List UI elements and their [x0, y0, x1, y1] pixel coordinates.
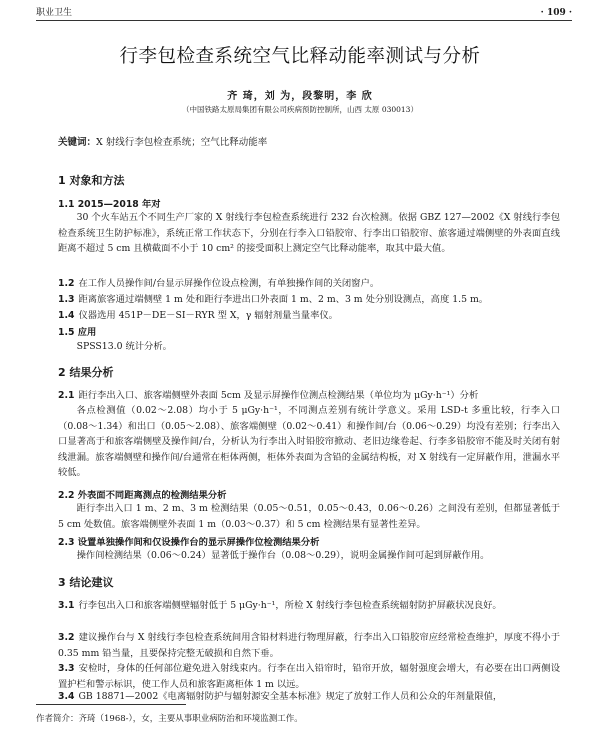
section-3-2 — [58, 630, 560, 661]
journal-name: 职业卫生 — [36, 8, 73, 18]
section-1-2-text: 在工作人员操作间/台显示屏操作位设点检测，有单独操作间的关闭窗户。 — [78, 278, 380, 289]
section-3-4-number: 3.4 — [58, 691, 75, 702]
section-1-1-text: 30 个火车站五个不同生产厂家的 X 射线行李包检查系统进行 232 台次检测。依据 GBZ 127—2002《X 射线行李包检查系统卫生防护标准》，系统正常工作状态下，分别在行李入口铅胶帘、行李出口铅胶帘、旅客通过端侧壁的外表面直线距离不超过 5 cm 且横截面不小于 10 cm² 的接受面积上测定空气比释动能率，取其中最大值。 — [58, 212, 560, 254]
running-header — [36, 6, 572, 21]
section-2-2-text: 距行李出入口 1 m、2 m、3 m 检测结果（0.05～0.51，0.05～0.43，0.06～0.26）之间没有差别，但都显著低于 5 cm 处数值。旅客端侧壁外表面 1 m（0.03～0.37）和 5 cm 检测结果有显著性差异。 — [58, 503, 560, 530]
section-1-3-number: 1.3 — [58, 294, 75, 305]
section-1-2 — [58, 276, 560, 291]
section-3-2-number: 3.2 — [58, 632, 75, 643]
section-3-4-text: GB 18871—2002《电离辐射防护与辐射源安全基本标准》规定了放射工作人员和公众的年剂量限值， — [78, 691, 503, 702]
section-3-4 — [58, 689, 560, 704]
page-number: · 109 · — [540, 8, 572, 18]
section-2-heading: 2 结果分析 — [58, 366, 114, 379]
section-1-4 — [58, 308, 560, 323]
section-2-1-number: 2.1 — [58, 390, 75, 401]
section-2-3-heading: 2.3 设置单独操作间和仅设操作台的显示屏操作位检测结果分析 — [58, 537, 320, 548]
footnote-divider — [36, 704, 186, 705]
keywords-text: X 射线行李包检查系统；空气比释动能率 — [96, 137, 268, 148]
section-2-1-text: 各点检测值（0.02～2.08）均小于 5 μGy·h⁻¹，不同测点差别有统计学意义。采用 LSD-t 多重比较，行李入口（0.08～1.34）和出口（0.05～2.08）、旅客端侧壁（0.02～0.41）和操作间/台（0.06～0.29）均没有差别；行李出入口显著高于和旅客端侧壁及操作间/台，分析认为行李出入时铅胶帘掀动、老旧边缘卷起、行李多铅胶帘不能及时关闭有射线泄漏。旅客端侧壁和操作间/台通常在柜体两侧，柜体外表面为含铅的金属结构板，对 X 射线有一定屏蔽作用，泄漏水平较低。 — [58, 405, 560, 478]
section-3-heading: 3 结论建议 — [58, 576, 114, 589]
section-3-3-text: 安检时，身体的任何部位避免进入射线束内。行李在出入铅帘时，铅帘开放，辐射强度会增大，有必要在出口两侧设置护栏和警示标识，使工作人员和旅客距离柜体 1 m 以远。 — [58, 663, 560, 690]
paper-title: 行李包检查系统空气比释动能率测试与分析 — [119, 46, 481, 67]
authors: 齐 琦，刘 为，段黎明，李 欣 — [227, 91, 373, 102]
keywords — [58, 134, 560, 148]
author-footnote: 作者简介：齐琦（1968-），女，主要从事职业病防治和环境监测工作。 — [36, 714, 303, 724]
section-1-2-number: 1.2 — [58, 278, 75, 289]
section-1-5-text: SPSS13.0 统计分析。 — [76, 341, 172, 352]
section-1-1-heading: 1.1 2015—2018 年对 — [58, 199, 161, 210]
section-1-5-heading: 1.5 应用 — [58, 327, 97, 338]
section-2-2-heading: 2.2 外表面不同距离测点的检测结果分析 — [58, 490, 227, 501]
section-1-3 — [58, 292, 560, 307]
section-3-3 — [58, 661, 560, 692]
keywords-label: 关键词： — [58, 137, 97, 148]
section-3-2-text: 建议操作台与 X 射线行李包检查系统间用含铅材料进行物理屏蔽，行李出入口铅胶帘应经常检查维护，厚度不得小于 0.35 mm 铅当量，且要保持完整无破损和自然下垂。 — [58, 632, 560, 659]
section-1-4-text: 仪器选用 451P－DE－SI－RYR 型 X，γ 辐射剂量当量率仪。 — [78, 310, 338, 321]
section-2-1 — [58, 388, 560, 403]
section-3-1-number: 3.1 — [58, 600, 75, 611]
section-1-4-number: 1.4 — [58, 310, 75, 321]
section-1-heading: 1 对象和方法 — [58, 174, 125, 187]
section-2-1-lead: 距行李出入口、旅客端侧壁外表面 5cm 及显示屏操作位测点检测结果（单位均为 μGy·h⁻¹）分析 — [78, 390, 479, 401]
section-3-3-number: 3.3 — [58, 663, 75, 674]
section-3-1-text: 行李包出入口和旅客端侧壁辐射低于 5 μGy·h⁻¹，所检 X 射线行李包检查系统辐射防护屏蔽状况良好。 — [78, 600, 502, 611]
section-2-3-text: 操作间检测结果（0.06～0.24）显著低于操作台（0.08～0.29），说明金属操作间可起到屏蔽作用。 — [76, 550, 490, 561]
section-1-3-text: 距离旅客通过端侧壁 1 m 处和距行李进出口外表面 1 m、2 m、3 m 处分别设测点，高度 1.5 m。 — [78, 294, 489, 305]
section-3-1 — [58, 598, 560, 614]
affiliation: （中国铁路太原局集团有限公司疾病预防控制所，山西 太原 030013） — [182, 105, 418, 114]
